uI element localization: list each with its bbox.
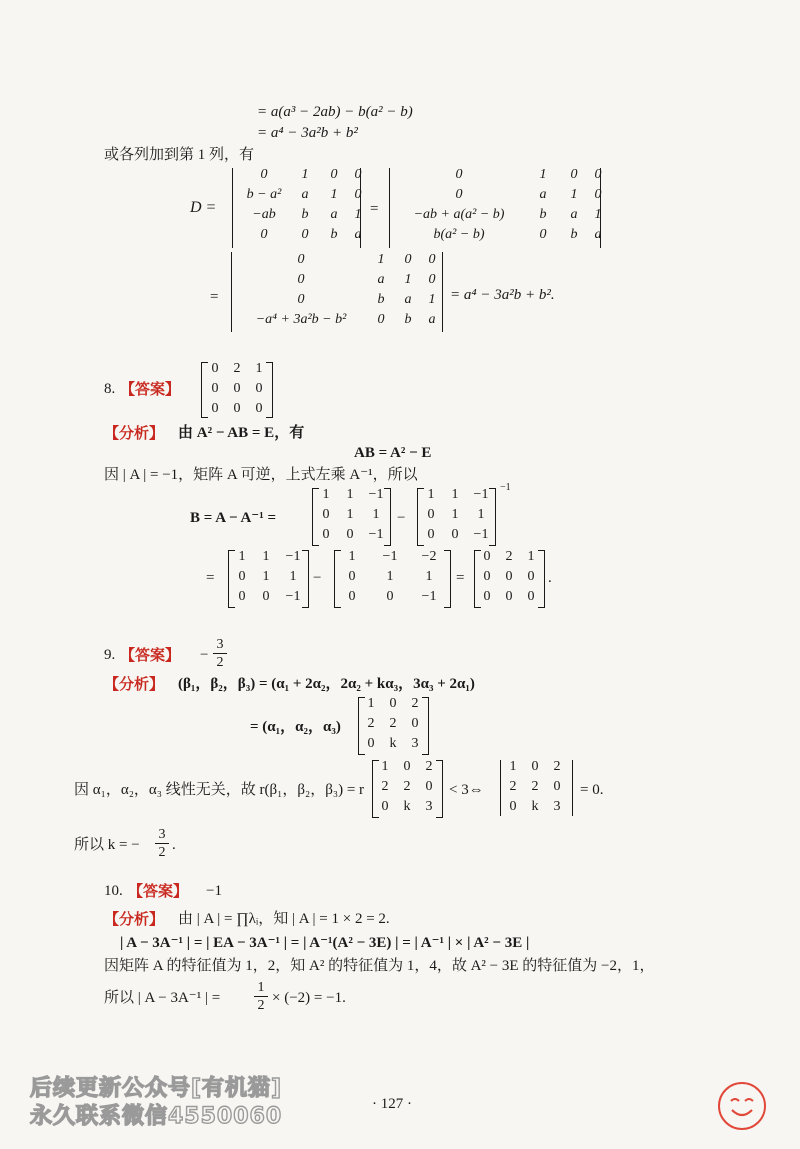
q8-text-3: 因 | A | = −1，矩阵 A 可逆，上式左乘 A⁻¹，所以 — [104, 467, 418, 483]
matrix-cell: b — [301, 207, 309, 222]
matrix-cell: 0 — [348, 569, 356, 584]
matrix-cell: 1 — [262, 569, 270, 584]
matrix-cell: −1 — [421, 589, 437, 604]
matrix-cell: 0 — [381, 799, 389, 814]
text-line-3: 或各列加到第 1 列，有 — [104, 147, 255, 163]
numerator: 1 — [257, 980, 265, 995]
matrix-cell: −a⁴ + 3a²b − b² — [255, 312, 347, 327]
matrix-cell: 0 — [238, 569, 246, 584]
matrix-cell: 0 — [233, 381, 241, 396]
matrix-cell: −1 — [473, 527, 489, 542]
matrix-cell: 0 — [539, 227, 547, 242]
matrix-cell: b — [570, 227, 578, 242]
matrix-cell: b − a² — [246, 187, 282, 202]
matrix-cell: 0 — [262, 589, 270, 604]
matrix-cell: 0 — [260, 167, 268, 182]
q9-text-5: = 0. — [580, 782, 604, 798]
matrix-cell: 1 — [594, 207, 602, 222]
matrix-cell: a — [594, 227, 602, 242]
d-label: D = — [190, 199, 217, 216]
matrix-cell: 0 — [451, 527, 459, 542]
matrix-cell: 1 — [238, 549, 246, 564]
matrix-cell: 0 — [348, 589, 356, 604]
q10-answer-label: 【答案】 — [128, 882, 189, 900]
page-number: · 127 · — [372, 1096, 412, 1112]
matrix-cell: 1 — [527, 549, 535, 564]
matrix-cell: 0 — [322, 527, 330, 542]
matrix-M5 — [476, 547, 542, 607]
matrix-cell: 0 — [301, 227, 309, 242]
matrix-cell: 1 — [404, 272, 412, 287]
matrix-cell: 0 — [428, 252, 436, 267]
fraction-bar — [213, 653, 227, 654]
matrix-cell: 0 — [527, 589, 535, 604]
matrix-cell: 0 — [297, 272, 305, 287]
fraction-bar — [254, 996, 268, 997]
matrix-cell: k — [403, 799, 411, 814]
q8-number: 8. — [104, 381, 116, 397]
matrix-cell: 0 — [211, 361, 219, 376]
q9-answer-label: 【答案】 — [120, 646, 181, 664]
matrix-cell: 0 — [594, 167, 602, 182]
q10-analysis-label: 【分析】 — [104, 910, 165, 928]
matrix-cell: −2 — [421, 549, 437, 564]
equals: = — [210, 289, 219, 305]
smiley-stamp-icon — [718, 1082, 766, 1130]
matrix-cell: k — [389, 736, 397, 751]
matrix-cell: 0 — [428, 272, 436, 287]
matrix-cell: 1 — [346, 507, 354, 522]
matrix-cell: b — [377, 292, 385, 307]
fraction-3-2 — [155, 827, 169, 860]
matrix-cell: 0 — [411, 716, 419, 731]
eq-line-2: = a⁴ − 3a²b + b² — [257, 125, 358, 141]
matrix-M1 — [314, 485, 390, 545]
det-result: = a⁴ − 3a²b + b². — [450, 287, 555, 303]
matrix-cell: 2 — [531, 779, 539, 794]
equals: = — [370, 201, 379, 217]
matrix-cell: 1 — [386, 569, 394, 584]
matrix-cell: 1 — [322, 487, 330, 502]
matrix-cell: 0 — [389, 696, 397, 711]
matrix-cell: −1 — [285, 589, 301, 604]
matrix-cell: 0 — [553, 779, 561, 794]
bracket-right — [302, 550, 309, 608]
matrix-cell: 0 — [255, 401, 263, 416]
det-bar-left — [389, 168, 391, 248]
matrix-cell: −ab + a(a² − b) — [413, 207, 505, 222]
matrix-cell: 0 — [211, 401, 219, 416]
matrix-cell: 0 — [346, 527, 354, 542]
matrix-cell: a — [330, 207, 338, 222]
matrix-cell: 1 — [539, 167, 547, 182]
matrix-cell: a — [354, 227, 362, 242]
det-bar-right — [442, 252, 444, 332]
q9-text-6: 所以 k = − — [74, 837, 140, 853]
q10-text-3: 因矩阵 A 的特征值为 1，2，知 A² 的特征值为 1，4，故 A² − 3E 的特征值为 −2，1， — [104, 958, 655, 974]
det-bar-right — [572, 760, 574, 816]
matrix-cell: b — [539, 207, 547, 222]
matrix-cell: 2 — [553, 759, 561, 774]
q9-text-3: 因 α₁，α₂，α₃ 线性无关，故 r(β₁，β₂，β₃) = r — [74, 782, 365, 798]
watermark-line-1: 后续更新公众号[有机猫] — [30, 1076, 283, 1101]
matrix-cell: 1 — [346, 487, 354, 502]
matrix-cell: 3 — [553, 799, 561, 814]
matrix-cell: 0 — [404, 252, 412, 267]
matrix-cell: 0 — [427, 507, 435, 522]
q9-text-2: = (α₁，α₂，α₃) — [250, 719, 341, 735]
matrix-cell: 0 — [386, 589, 394, 604]
eq-line-1: = a(a³ − 2ab) − b(a² − b) — [257, 104, 413, 120]
matrix-K2 — [374, 757, 440, 817]
matrix-cell: 1 — [451, 487, 459, 502]
matrix-cell: 0 — [527, 569, 535, 584]
matrix-cell: 2 — [509, 779, 517, 794]
q9-number: 9. — [104, 647, 116, 663]
det-D3 — [236, 250, 444, 330]
matrix-cell: 1 — [425, 569, 433, 584]
q9-neg: − — [200, 647, 209, 663]
matrix-cell: 1 — [330, 187, 338, 202]
matrix-cell: 0 — [455, 167, 463, 182]
matrix-cell: 1 — [427, 487, 435, 502]
matrix-answer-8 — [204, 359, 270, 419]
q9-text-1: (β₁，β₂，β₃) = (α₁ + 2α₂，2α₂ + kα₃，3α₃ + 2α₁) — [178, 676, 475, 692]
matrix-cell: 0 — [425, 779, 433, 794]
matrix-cell: 1 — [367, 696, 375, 711]
denominator: 2 — [158, 845, 166, 860]
q8-answer-label: 【答案】 — [120, 380, 181, 398]
det-bar-right — [600, 168, 602, 248]
matrix-cell: 0 — [483, 569, 491, 584]
matrix-cell: 1 — [372, 507, 380, 522]
matrix-cell: 0 — [260, 227, 268, 242]
matrix-cell: b(a² − b) — [433, 227, 485, 242]
matrix-cell: 0 — [377, 312, 385, 327]
matrix-cell: a — [377, 272, 385, 287]
equals: = — [456, 570, 465, 586]
watermark-line-2: 永久联系微信4550060 — [30, 1104, 283, 1129]
q10-number: 10. — [104, 883, 123, 899]
bracket-right — [489, 488, 496, 546]
numerator: 3 — [216, 637, 224, 652]
matrix-cell: 0 — [354, 187, 362, 202]
bracket-right — [422, 697, 429, 755]
matrix-cell: −1 — [368, 527, 384, 542]
matrix-cell: 0 — [570, 167, 578, 182]
matrix-cell: 2 — [425, 759, 433, 774]
matrix-cell: 2 — [381, 779, 389, 794]
matrix-cell: 0 — [255, 381, 263, 396]
matrix-M3 — [230, 547, 308, 607]
matrix-cell: 1 — [354, 207, 362, 222]
matrix-cell: 0 — [403, 759, 411, 774]
matrix-cell: 1 — [301, 167, 309, 182]
matrix-cell: −1 — [473, 487, 489, 502]
q9-text-4: < 3⇔ — [449, 782, 484, 798]
q10-text-2: | A − 3A⁻¹ | = | EA − 3A⁻¹ | = | A⁻¹(A² − 3E) | = | A⁻¹ | × | A² − 3E | — [120, 935, 530, 951]
matrix-cell: 2 — [403, 779, 411, 794]
q10-text-4: 所以 | A − 3A⁻¹ | = — [104, 990, 221, 1006]
matrix-cell: 0 — [427, 527, 435, 542]
matrix-cell: 0 — [531, 759, 539, 774]
matrix-cell: 0 — [354, 167, 362, 182]
matrix-cell: 0 — [455, 187, 463, 202]
det-bar-right — [360, 168, 362, 248]
matrix-cell: a — [539, 187, 547, 202]
matrix-cell: 2 — [389, 716, 397, 731]
bracket-right — [436, 760, 443, 818]
matrix-cell: 2 — [367, 716, 375, 731]
inverse-exponent: −1 — [500, 482, 511, 493]
bracket-right — [384, 488, 391, 546]
period: . — [172, 837, 176, 853]
q8-text-2: AB = A² − E — [354, 445, 432, 461]
matrix-cell: −1 — [285, 549, 301, 564]
fraction-bar — [155, 843, 169, 844]
matrix-cell: k — [531, 799, 539, 814]
matrix-cell: 0 — [297, 292, 305, 307]
matrix-cell: 0 — [509, 799, 517, 814]
q8-analysis-label: 【分析】 — [104, 424, 165, 442]
matrix-cell: 1 — [381, 759, 389, 774]
matrix-cell: 2 — [411, 696, 419, 711]
matrix-cell: 1 — [377, 252, 385, 267]
q10-text-5: × (−2) = −1. — [272, 990, 346, 1006]
matrix-cell: 2 — [233, 361, 241, 376]
matrix-cell: b — [330, 227, 338, 242]
det-bar-left — [231, 252, 233, 332]
period: . — [548, 570, 552, 586]
matrix-cell: 0 — [367, 736, 375, 751]
matrix-cell: 3 — [411, 736, 419, 751]
matrix-cell: 0 — [505, 569, 513, 584]
q10-text-1: 由 | A | = ∏λᵢ，知 | A | = 1 × 2 = 2. — [178, 911, 390, 927]
denominator: 2 — [257, 998, 265, 1013]
q8-text-1: 由 A² − AB = E，有 — [178, 425, 305, 441]
equals: = — [206, 570, 215, 586]
matrix-cell: 1 — [477, 507, 485, 522]
q9-analysis-label: 【分析】 — [104, 675, 165, 693]
matrix-cell: −1 — [382, 549, 398, 564]
matrix-K1 — [360, 694, 426, 754]
fraction-3-2 — [213, 637, 227, 670]
denominator: 2 — [216, 655, 224, 670]
q8-b-eq: B = A − A⁻¹ = — [190, 510, 276, 526]
matrix-cell: 0 — [594, 187, 602, 202]
matrix-cell: a — [570, 207, 578, 222]
matrix-cell: 0 — [330, 167, 338, 182]
bracket-right — [444, 550, 451, 608]
minus-sign: − — [313, 570, 322, 586]
matrix-cell: 0 — [211, 381, 219, 396]
matrix-cell: 1 — [289, 569, 297, 584]
matrix-cell: b — [404, 312, 412, 327]
det-D1 — [240, 165, 370, 245]
matrix-cell: 1 — [428, 292, 436, 307]
matrix-M4 — [336, 547, 446, 607]
matrix-cell: −ab — [252, 207, 276, 222]
matrix-cell: 0 — [233, 401, 241, 416]
matrix-cell: 1 — [255, 361, 263, 376]
det-K3 — [502, 757, 568, 817]
det-bar-left — [232, 168, 234, 248]
minus-sign: − — [397, 510, 406, 526]
det-D2 — [394, 165, 610, 245]
matrix-cell: 3 — [425, 799, 433, 814]
matrix-cell: 2 — [505, 549, 513, 564]
matrix-cell: −1 — [368, 487, 384, 502]
matrix-cell: 1 — [570, 187, 578, 202]
matrix-cell: 1 — [262, 549, 270, 564]
matrix-cell: 0 — [505, 589, 513, 604]
bracket-right — [266, 362, 273, 418]
q10-answer-value: −1 — [206, 883, 222, 899]
matrix-M2 — [419, 485, 495, 545]
matrix-cell: 1 — [451, 507, 459, 522]
matrix-cell: a — [428, 312, 436, 327]
matrix-cell: a — [404, 292, 412, 307]
matrix-cell: 1 — [509, 759, 517, 774]
matrix-cell: 0 — [238, 589, 246, 604]
matrix-cell: 0 — [483, 589, 491, 604]
matrix-cell: 0 — [297, 252, 305, 267]
matrix-cell: 1 — [348, 549, 356, 564]
matrix-cell: 0 — [322, 507, 330, 522]
fraction-1-2 — [254, 980, 268, 1013]
bracket-right — [538, 550, 545, 608]
matrix-cell: 0 — [483, 549, 491, 564]
matrix-cell: a — [301, 187, 309, 202]
numerator: 3 — [158, 827, 166, 842]
